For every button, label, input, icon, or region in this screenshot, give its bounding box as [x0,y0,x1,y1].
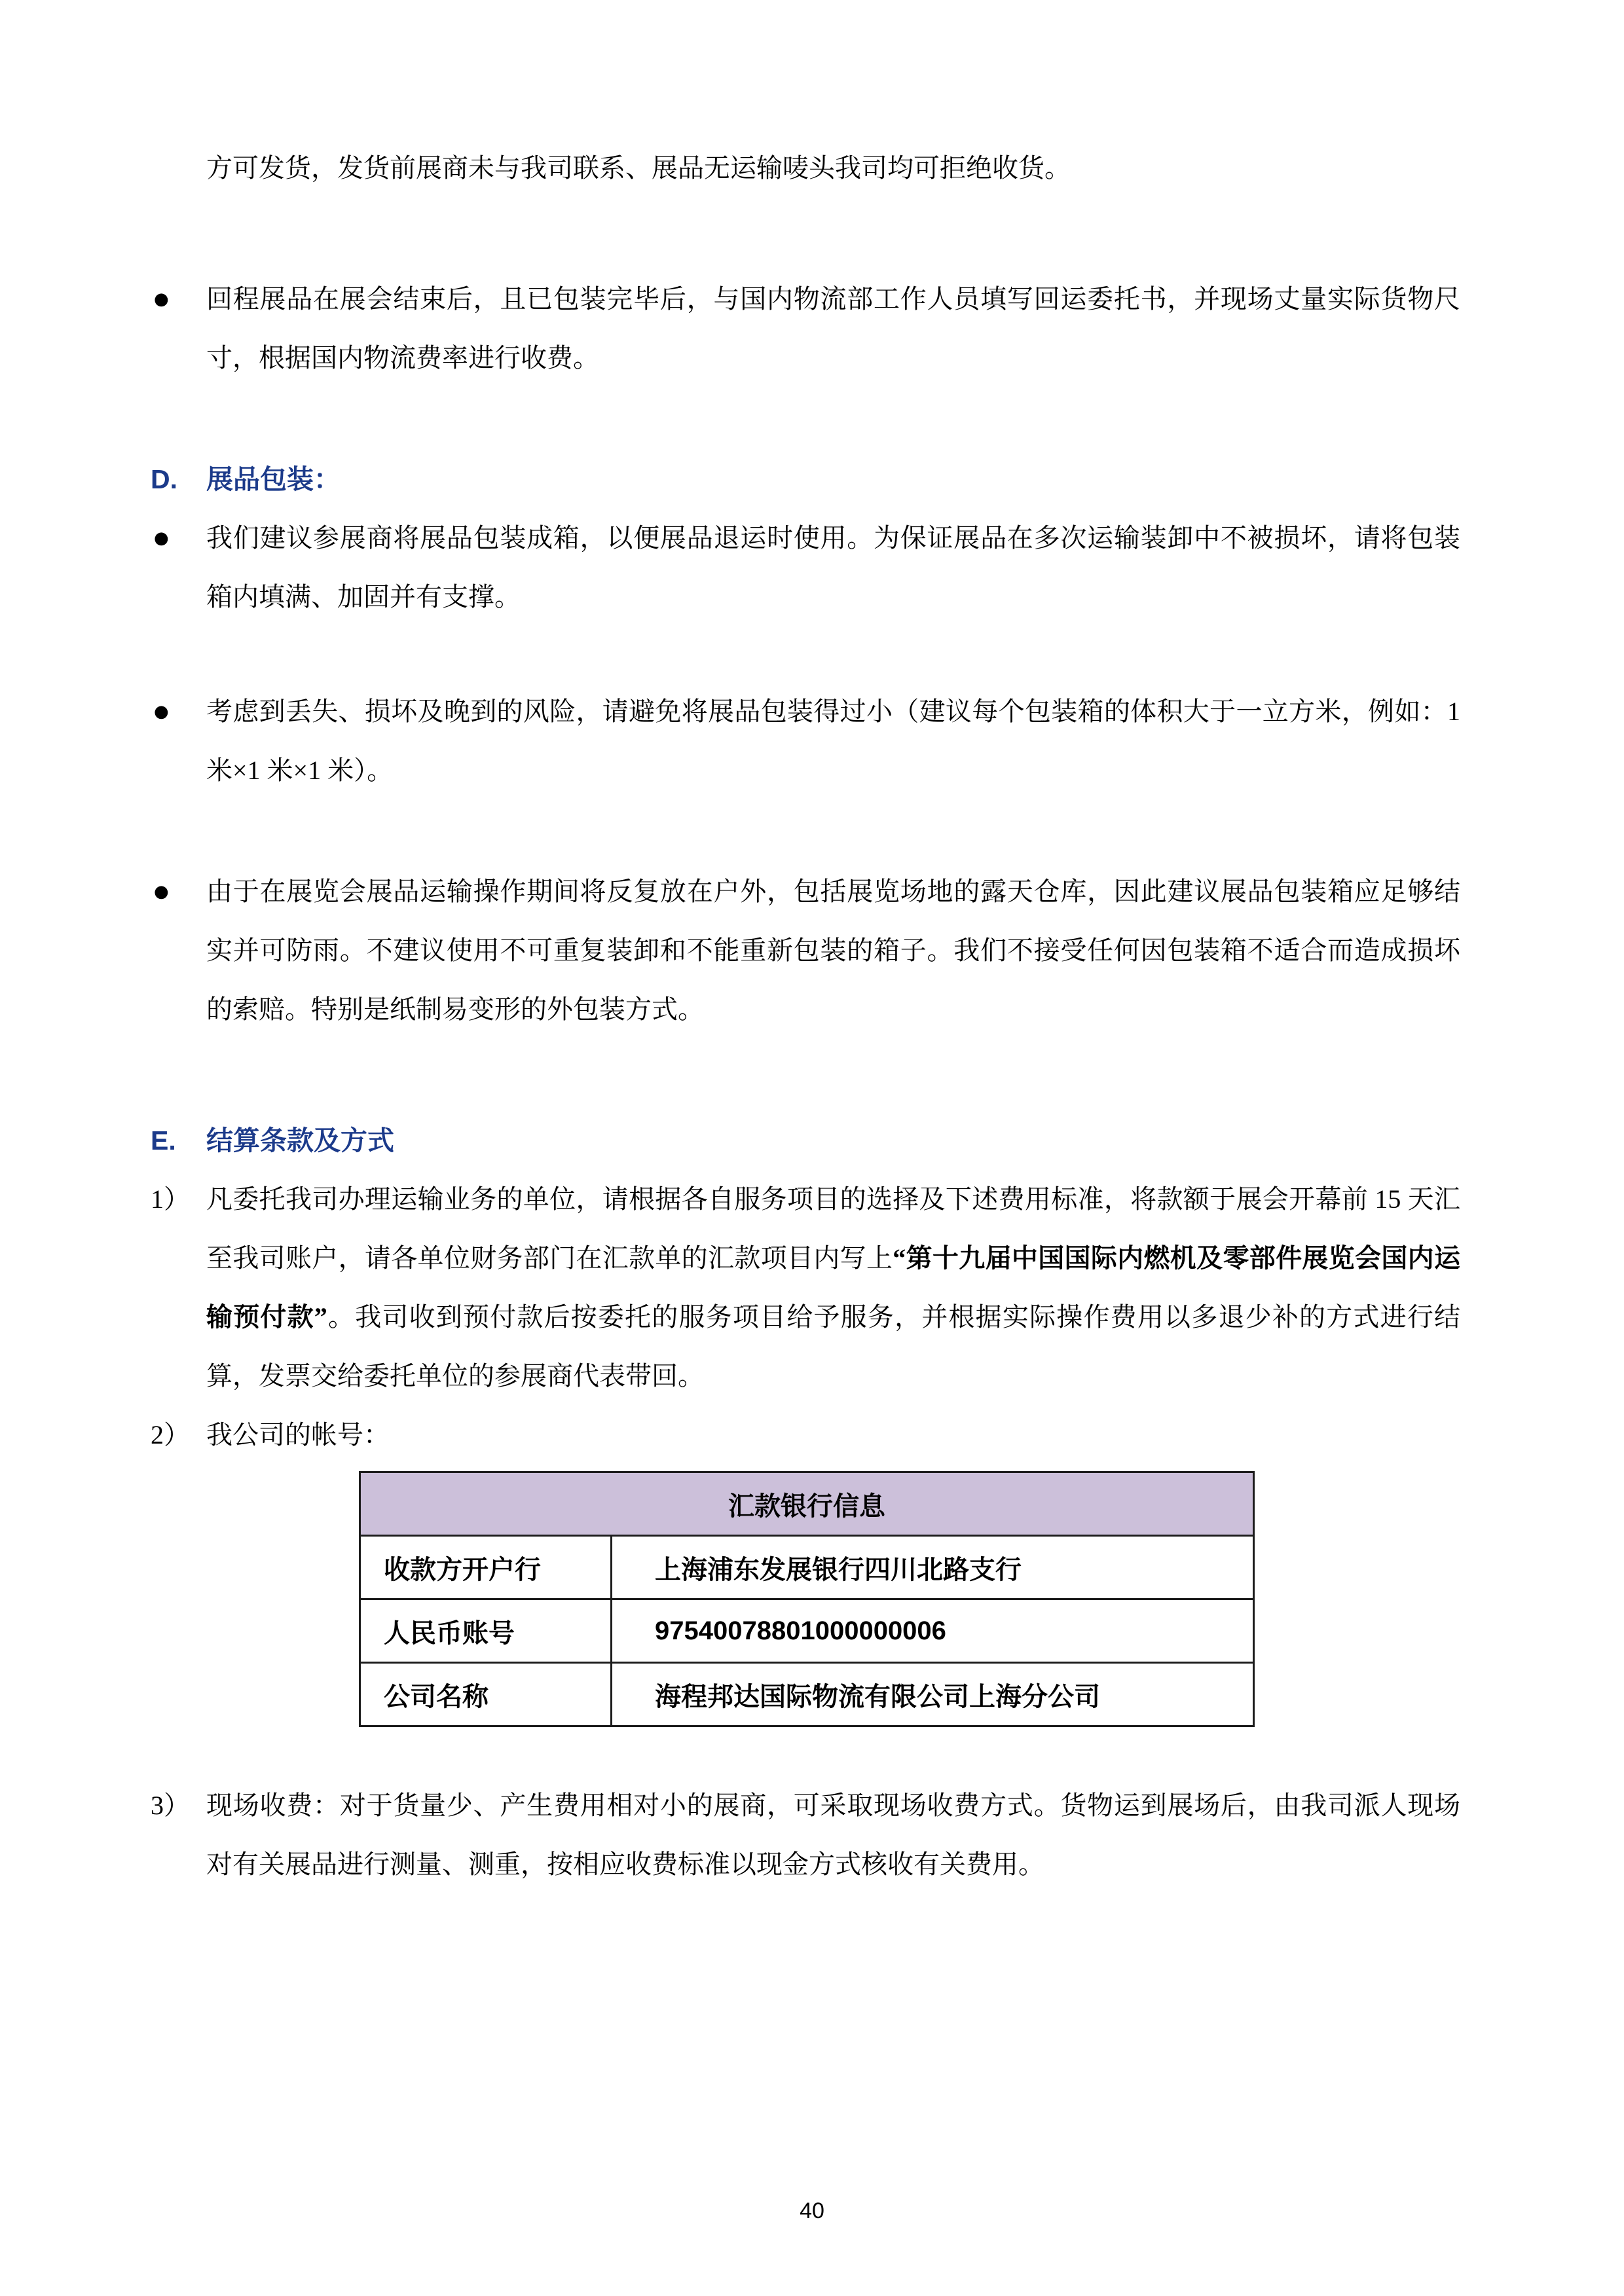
bank-info-table-wrap [359,1471,1460,1727]
bank-info-table [359,1471,1255,1727]
numbered-item-2 [151,1406,1460,1465]
table-row [360,1663,1254,1726]
table-row [360,1536,1254,1599]
section-title: 结算条款及方式 [206,1125,394,1156]
bullet-icon: ● [154,702,169,721]
item-number: 2） [151,1420,190,1449]
table-row [360,1599,1254,1663]
item-text: 现场收费：对于货量少、产生费用相对小的展商，可采取现场收费方式。货物运到展场后，由我司派人现场对有关展品进行测量、测重，按相应收费标准以现金方式核收有关费用。 [206,1791,1460,1879]
bank-row-value: 海程邦达国际物流有限公司上海分公司 [612,1663,1254,1726]
bank-table-header: 汇款银行信息 [360,1472,1254,1536]
bullet-icon: ● [154,882,169,902]
section-letter: E. [151,1125,176,1156]
section-heading-d [151,450,1460,509]
bank-row-value: 97540078801000000006 [612,1599,1254,1663]
bullet-text: 由于在展览会展品运输操作期间将反复放在户外，包括展览场地的露天仓库，因此建议展品包装箱应足够结实并可防雨。不建议使用不可重复装卸和不能重新包装的箱子。我们不接受任何因包装箱不适合而造成损坏的索赔。特别是纸制易变形的外包装方式。 [206,877,1460,1024]
bullet-text: 考虑到丢失、损坏及晚到的风险，请避免将展品包装得过小（建议每个包装箱的体积大于一立方米，例如：1 米×1 米×1 米）。 [206,697,1460,785]
section-title: 展品包装： [206,464,341,494]
item-text-after: 。我司收到预付款后按委托的服务项目给予服务，并根据实际操作费用以多退少补的方式进行结算，发票交给委托单位的参展商代表带回。 [206,1302,1461,1391]
item-text [206,1170,1460,1406]
bullet-item-min-size [154,682,1460,800]
bullet-item-weatherproof [154,862,1460,1039]
bullet-text: 回程展品在展会结束后，且已包装完毕后，与国内物流部工作人员填写回运委托书，并现场丈量实际货物尺寸，根据国内物流费率进行收费。 [206,284,1460,373]
page-number: 40 [800,2198,824,2223]
bank-row-label: 公司名称 [360,1663,612,1726]
bank-row-value: 上海浦东发展银行四川北路支行 [612,1536,1254,1599]
item-number: 1） [151,1184,190,1214]
table-header-row [360,1472,1254,1536]
item-text-before: 凡委托我司办理运输业务的单位，请根据各自服务项目的选择及下述费用标准，将款额于展会开幕前 15 天汇至我司账户，请各单位财务部门在汇款单的汇款项目内写上 [206,1184,1460,1273]
numbered-item-3 [151,1776,1460,1894]
bullet-text: 我们建议参展商将展品包装成箱，以便展品退运时使用。为保证展品在多次运输装卸中不被损坏，请将包装箱内填满、加固并有支撑。 [206,523,1460,611]
item-text: 我公司的帐号： [206,1420,390,1449]
exhibition-name-bold: “第十九届中国国际内燃机及零部件展览会国内运输预付款” [206,1243,1460,1332]
bullet-icon: ● [154,528,169,548]
bullet-item-return-goods [154,270,1460,388]
bullet-icon: ● [154,289,169,309]
section-heading-e [151,1111,1460,1170]
numbered-item-1 [151,1170,1461,1406]
bullet-item-packing-advice [154,509,1460,627]
bank-row-label: 收款方开户行 [360,1536,612,1599]
section-letter: D. [151,464,177,494]
paragraph-continuation: 方可发货，发货前展商未与我司联系、展品无运输唛头我司均可拒绝收货。 [206,153,1071,183]
item-number: 3） [151,1791,190,1820]
bank-row-label: 人民币账号 [360,1599,612,1663]
